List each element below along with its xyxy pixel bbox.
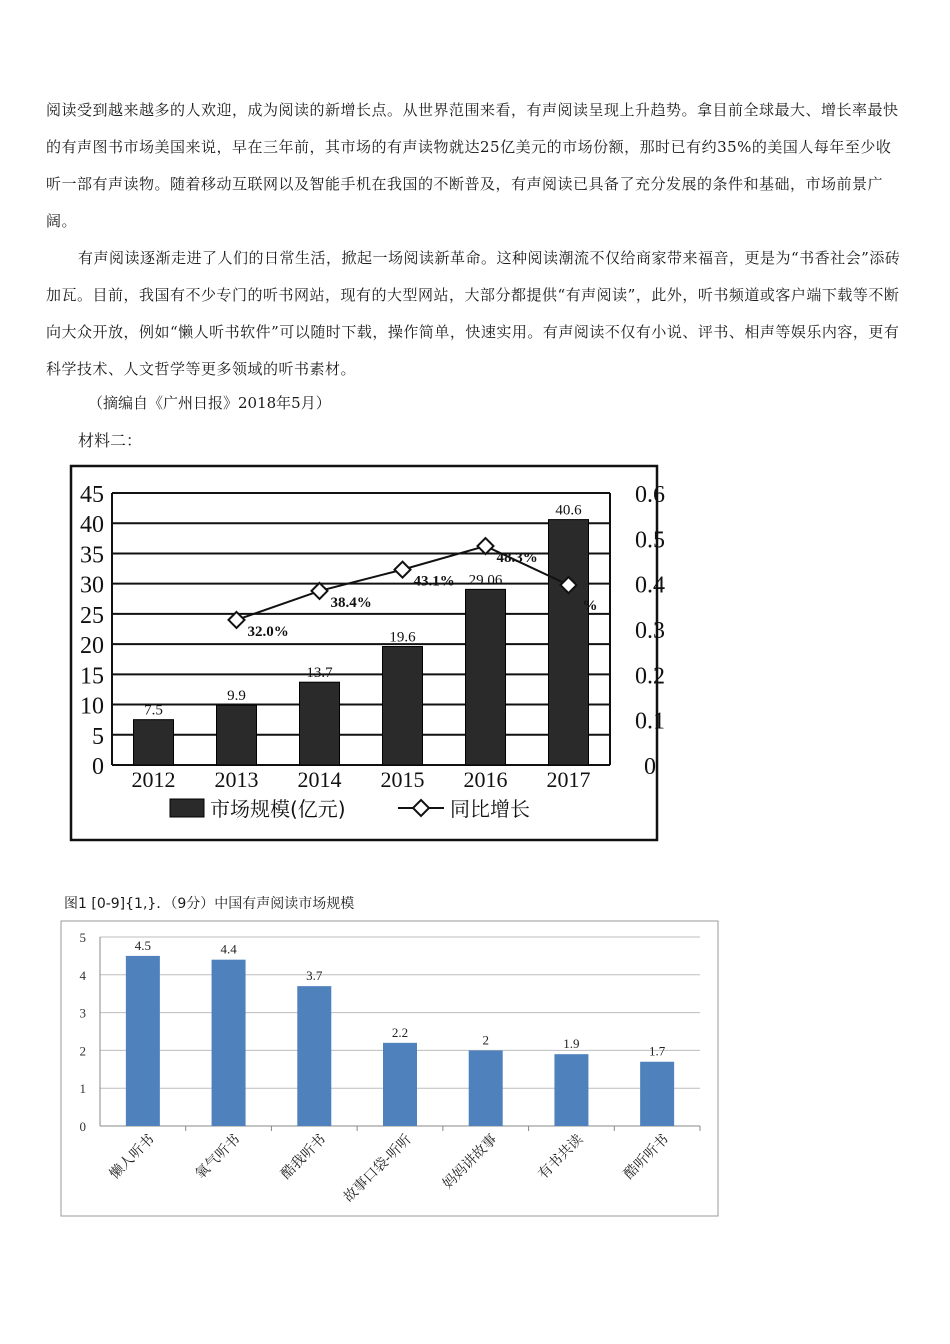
bar-market-size bbox=[383, 647, 423, 765]
bar-market-size bbox=[466, 589, 506, 765]
x-tick-label: 懒人听书 bbox=[106, 1131, 158, 1183]
material-two-label: 材料二： bbox=[78, 431, 143, 450]
bar-data-label: 4.4 bbox=[220, 941, 237, 957]
y-tick-label: 0 bbox=[79, 1119, 86, 1134]
bar-data-label: 19.6 bbox=[389, 629, 416, 646]
y-left-tick-label: 0 bbox=[92, 754, 104, 780]
y-left-tick-label: 15 bbox=[80, 663, 104, 690]
y-tick-label: 4 bbox=[79, 967, 86, 983]
bar bbox=[212, 960, 246, 1126]
bar-data-label: 40.6 bbox=[555, 502, 582, 519]
y-right-tick-label: 0.4 bbox=[635, 572, 665, 599]
y-tick-label: 2 bbox=[79, 1043, 86, 1059]
source-citation: （摘编自《广州日报》2018年5月） bbox=[88, 394, 331, 412]
bar-market-size bbox=[549, 520, 589, 765]
bar-data-label: 1.9 bbox=[563, 1036, 580, 1052]
x-tick-label: 故事口袋-听听 bbox=[340, 1131, 415, 1206]
y-right-tick-label: 0.3 bbox=[635, 618, 665, 644]
y-left-tick-label: 5 bbox=[92, 723, 104, 750]
x-tick-label: 酷我听书 bbox=[278, 1131, 330, 1183]
bar-data-label: 1.7 bbox=[649, 1043, 666, 1059]
x-tick-label: 2012 bbox=[131, 767, 176, 792]
x-tick-label: 2014 bbox=[297, 767, 342, 792]
growth-data-label: 38.4% bbox=[330, 594, 372, 611]
bar bbox=[640, 1062, 674, 1126]
x-tick-label: 2017 bbox=[546, 767, 591, 792]
y-tick-label: 5 bbox=[79, 930, 86, 945]
app-ranking-chart bbox=[60, 920, 720, 1218]
y-left-tick-label: 30 bbox=[80, 572, 104, 599]
bar bbox=[297, 986, 331, 1126]
bar-market-size bbox=[217, 705, 257, 765]
bar-data-label: 13.7 bbox=[306, 665, 333, 682]
bar-data-label: 9.9 bbox=[227, 688, 246, 705]
bar bbox=[469, 1050, 503, 1126]
y-left-tick-label: 45 bbox=[80, 482, 104, 508]
x-tick-label: 2013 bbox=[214, 767, 259, 792]
y-left-tick-label: 10 bbox=[80, 693, 104, 720]
growth-data-label: 48.3% bbox=[496, 550, 538, 567]
bar bbox=[126, 956, 160, 1126]
bar-market-size bbox=[134, 720, 174, 765]
y-left-tick-label: 20 bbox=[80, 633, 104, 660]
legend-line-label: 同比增长 bbox=[450, 797, 530, 821]
y-tick-label: 3 bbox=[79, 1005, 86, 1021]
bar bbox=[383, 1043, 417, 1126]
y-right-tick-label: 0.1 bbox=[635, 708, 665, 735]
bar-data-label: 3.7 bbox=[306, 968, 323, 984]
growth-data-label: % bbox=[582, 598, 598, 615]
x-tick-label: 2016 bbox=[463, 767, 508, 792]
y-left-tick-label: 35 bbox=[80, 542, 104, 569]
x-tick-label: 酷听听书 bbox=[621, 1131, 672, 1183]
paragraph-1: 阅读受到越来越多的人欢迎，成为阅读的新增长点。从世界范围来看，有声阅读呈现上升趋势。拿目前全球最大、增长率最快的有声图书市场美国来说，早在三年前，其市场的有声读物就达25亿美元的市场份额，那时已有约35%的美国人每年至少收听一部有声读物。随着移动互联网以及智能手机在我国的不断普及，有声阅读已具备了充分发展的条件和基础，市场前景广阔。 bbox=[46, 101, 899, 230]
y-left-tick-label: 25 bbox=[80, 602, 104, 629]
bar-data-label: 2 bbox=[482, 1032, 489, 1048]
paragraph-2: 有声阅读逐渐走进了人们的日常生活，掀起一场阅读新革命。这种阅读潮流不仅给商家带来福音，更是为“书香社会”添砖加瓦。目前，我国有不少专门的听书网站，现有的大型网站，大部分都提供“有声阅读”，此外，听书频道或客户端下载等不断向大众开放，例如“懒人听书软件”可以随时下载，操作简单，快速实用。有声阅读不仅有小说、评书、相声等娱乐内容，更有科学技术、人文哲学等更多领域的听书素材。 bbox=[46, 249, 901, 378]
y-right-tick-label: 0.6 bbox=[635, 482, 665, 508]
x-tick-label: 有书共读 bbox=[535, 1131, 587, 1183]
bar-data-label: 2.2 bbox=[391, 1024, 409, 1040]
y-left-tick-label: 40 bbox=[80, 512, 104, 539]
legend-bar-label: 市场规模(亿元) bbox=[210, 797, 346, 821]
article-body bbox=[46, 92, 906, 388]
y-right-tick-label: 0.5 bbox=[635, 527, 665, 554]
market-size-chart bbox=[70, 465, 665, 843]
bar-data-label: 29.06 bbox=[468, 572, 503, 589]
legend-bar-swatch bbox=[170, 799, 204, 817]
x-tick-label: 氧气听书 bbox=[192, 1131, 244, 1183]
y-tick-label: 1 bbox=[79, 1081, 86, 1097]
x-tick-label: 2015 bbox=[380, 767, 425, 792]
growth-data-label: 32.0% bbox=[247, 623, 289, 640]
y-right-tick-label: 0.2 bbox=[635, 663, 665, 690]
bar-data-label: 7.5 bbox=[144, 702, 163, 719]
bar-market-size bbox=[300, 682, 340, 765]
growth-data-label: 43.1% bbox=[413, 573, 455, 590]
bar-data-label: 4.5 bbox=[134, 937, 151, 953]
figure-1-caption: 图1 [0-9]{1,}．（9分）中国有声阅读市场规模 bbox=[64, 896, 355, 912]
x-tick-label: 妈妈讲故事 bbox=[439, 1131, 501, 1193]
y-right-tick-label: 0 bbox=[644, 754, 656, 780]
bar bbox=[554, 1054, 588, 1126]
